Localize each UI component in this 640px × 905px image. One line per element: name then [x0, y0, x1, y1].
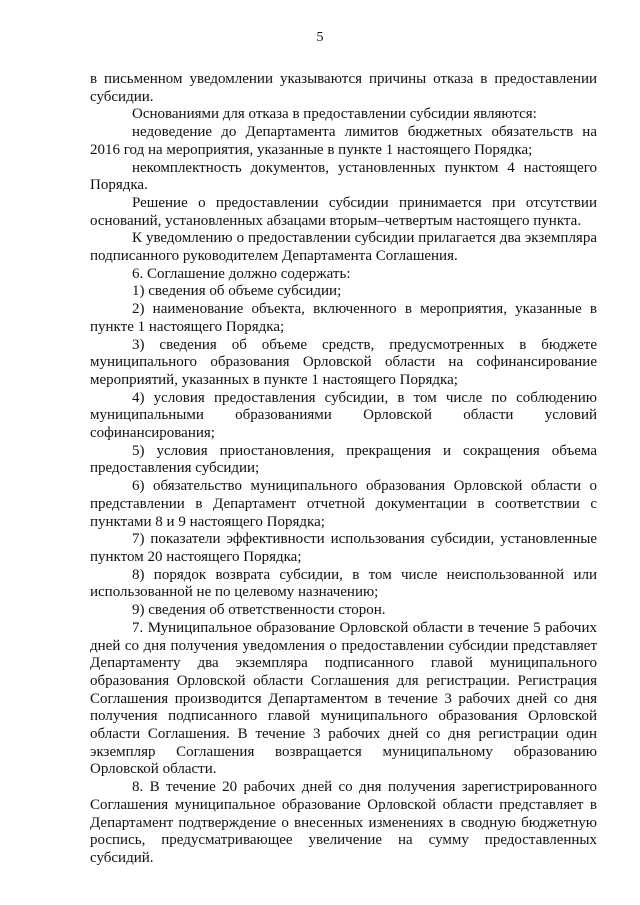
paragraph: Основаниями для отказа в предоставлении субсидии являются: [132, 106, 537, 123]
list-item: 8) порядок возврата субсидии, в том числе неиспользованной или использованной не по целевому назначению; [90, 566, 597, 601]
list-item: 2) наименование объекта, включенного в мероприятия, указанные в пункте 1 настоящего Порядка; [90, 301, 597, 335]
list-item: 6) обязательство муниципального образования Орловской области о представлении в Департамент отчетной документации в соответствии с пунктами 8 и 9 настоящего Порядка; [90, 478, 597, 530]
paragraph: К уведомлению о предоставлении субсидии прилагается два экземпляра подписанного руководителем Департамента Соглашения. [90, 230, 597, 265]
paragraph: недоведение до Департамента лимитов бюджетных обязательств на 2016 год на мероприятия, указанные в пункте 1 настоящего Порядка; [90, 124, 597, 158]
list-item: 4) условия предоставления субсидии, в том числе по соблюдению муниципальными образованиями Орловской области условий софинансирования; [90, 389, 597, 442]
page-number: 5 [316, 30, 324, 45]
list-item: 3) сведения об объеме средств, предусмотренных в бюджете муниципального образования Орловской области на софинансирование мероприятий, указанных в пункте 1 настоящего Порядка; [90, 336, 597, 388]
paragraph: некомплектность документов, установленных пунктом 4 настоящего Порядка. [90, 159, 597, 194]
paragraph: 8. В течение 20 рабочих дней со дня получения зарегистрированного Соглашения муниципальное образование Орловской области представляет в Департамент подтверждение о внесенных изменениях в сводную бюджетную роспись, предусматривающее увеличение на сумму предоставленных субсидий. [90, 779, 597, 866]
list-item: 9) сведения об ответственности сторон. [132, 602, 386, 619]
list-item: 1) сведения об объеме субсидии; [132, 283, 342, 300]
document-body [90, 71, 597, 868]
list-item: 5) условия приостановления, прекращения и сокращения объема предоставления субсидии; [90, 442, 597, 477]
paragraph: 6. Соглашение должно содержать: [132, 265, 351, 282]
list-item: 7) показатели эффективности использования субсидии, установленные пунктом 20 настоящего Порядка; [90, 531, 597, 565]
list-item: 7. Муниципальное образование Орловской области в течение 5 рабочих дней со дня получения уведомления о предоставлении субсидии представляет Департаменту два экземпляра подписанного главой муниципального образования Орловской области Соглашения для регистрации. Регистрация Соглашения производится Департаментом в течение 3 рабочих дней со дня получения подписанного главой муниципального образования Орловской области Соглашения. В течение 3 рабочих дней со дня регистрации один экземпляр Соглашения возвращается муниципальному образованию Орловской области. [90, 619, 597, 778]
paragraph: в письменном уведомлении указываются причины отказа в предоставлении субсидии. [90, 71, 597, 105]
paragraph: Решение о предоставлении субсидии принимается при отсутствии оснований, установленных абзацами вторым–четвертым настоящего пункта. [90, 194, 597, 229]
